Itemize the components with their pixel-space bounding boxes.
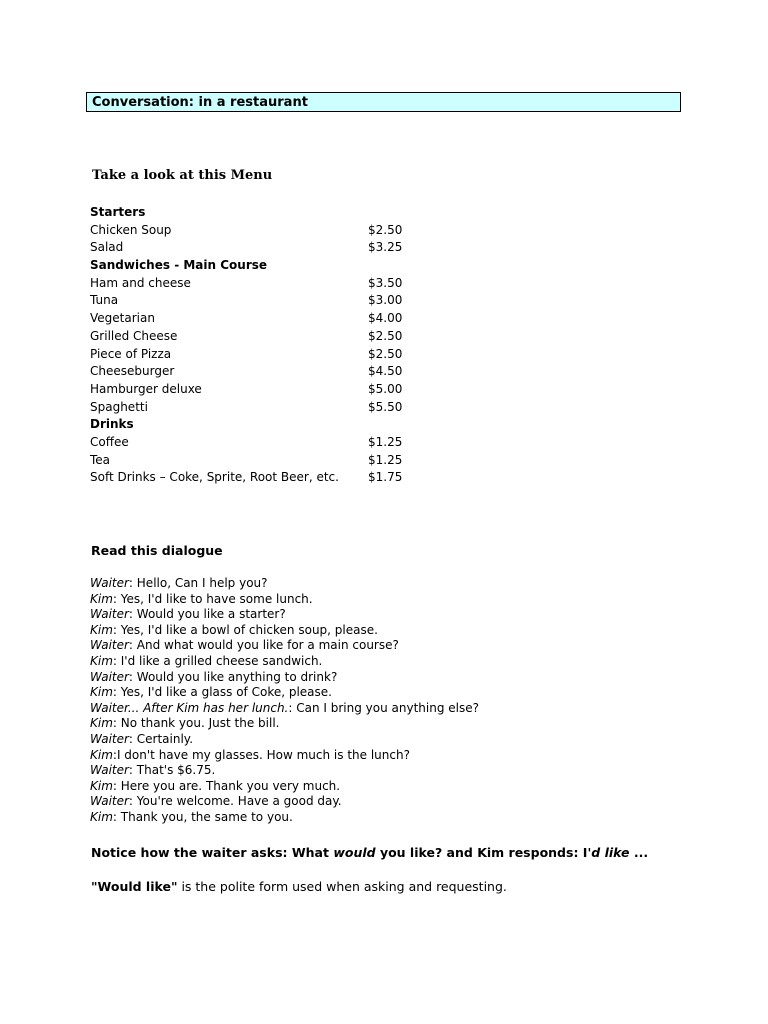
dialogue-line [90, 654, 479, 670]
menu-item [90, 381, 450, 399]
menu-item-name: Salad [90, 240, 124, 255]
dialogue-speaker: Kim [90, 653, 113, 668]
dialogue-line [90, 576, 479, 592]
menu-item-price: $3.50 [368, 275, 403, 290]
dialogue-heading: Read this dialogue [91, 543, 223, 558]
dialogue-speaker: Kim [90, 809, 113, 824]
menu-table [90, 204, 450, 487]
menu-item-name: Grilled Cheese [90, 328, 178, 343]
menu-item [90, 469, 450, 487]
dialogue-line [90, 779, 479, 795]
dialogue-speaker: Waiter [90, 576, 129, 590]
dialogue-text: No thank you. Just the bill. [120, 716, 280, 731]
dialogue-line [90, 763, 479, 779]
dialogue-speaker: Kim [90, 716, 113, 731]
menu-item-price: $5.00 [368, 381, 403, 396]
menu-item-price: $2.50 [368, 222, 403, 237]
dialogue-separator: : [128, 576, 137, 590]
dialogue-separator: : [112, 622, 121, 637]
menu-item-name: Soft Drinks – Coke, Sprite, Root Beer, etc. [90, 470, 339, 485]
dialogue-separator: : [128, 763, 137, 778]
dialogue-text: And what would you like for a main course? [136, 638, 399, 653]
menu-item-price: $2.50 [368, 346, 403, 361]
menu-item [90, 292, 450, 310]
dialogue-separator: : [112, 653, 121, 668]
dialogue-text: Yes, I'd like a bowl of chicken soup, please. [120, 622, 378, 637]
dialogue-line [90, 748, 479, 764]
polite-text: is the polite form used when asking and requesting. [177, 879, 507, 894]
menu-item-price: $3.00 [368, 293, 403, 308]
dialogue-text: That's $6.75. [136, 763, 216, 778]
notice-text-1: Notice how the waiter asks: What [91, 845, 334, 860]
dialogue-text: I don't have my glasses. How much is the lunch? [116, 747, 410, 762]
dialogue-line [90, 592, 479, 608]
menu-item [90, 434, 450, 452]
menu-item-price: $5.50 [368, 399, 403, 414]
polite-paragraph [91, 879, 507, 895]
menu-item-name: Tuna [90, 293, 119, 308]
dialogue-line [90, 670, 479, 686]
title-box [86, 92, 681, 112]
dialogue-line [90, 701, 479, 717]
dialogue-separator: : [112, 716, 121, 731]
page-title: Conversation: in a restaurant [92, 95, 308, 110]
menu-heading: Take a look at this Menu [92, 168, 273, 183]
menu-item-price: $1.75 [368, 470, 403, 485]
menu-item-name: Tea [90, 452, 111, 467]
menu-item-price: $2.50 [368, 328, 403, 343]
dialogue-speaker: Waiter [90, 794, 129, 809]
dialogue-text: Here you are. Thank you very much. [120, 778, 341, 793]
menu-item [90, 222, 450, 240]
dialogue-text: Yes, I'd like a glass of Coke, please. [120, 685, 332, 700]
dialogue-separator: : [112, 685, 121, 700]
dialogue-speaker: Kim [90, 685, 113, 700]
menu-section-label: Starters [90, 205, 146, 219]
dialogue-text: Yes, I'd like to have some lunch. [120, 591, 313, 606]
dialogue-line [90, 638, 479, 654]
dialogue-text: You're welcome. Have a good day. [136, 794, 342, 809]
menu-section-heading [90, 416, 450, 434]
dialogue-line [90, 716, 479, 732]
dialogue-speaker: Waiter [90, 731, 129, 746]
dialogue-speaker: Waiter [90, 763, 129, 778]
dialogue-line [90, 810, 479, 826]
dialogue-separator: : [128, 731, 137, 746]
dialogue-separator: : [112, 778, 121, 793]
dialogue-text: Can I bring you anything else? [296, 700, 479, 715]
menu-item-name: Cheeseburger [90, 364, 175, 379]
dialogue-speaker: Waiter [90, 607, 129, 622]
dialogue-separator: : [128, 794, 137, 809]
dialogue-text: Certainly. [136, 731, 194, 746]
menu-section-heading [90, 204, 450, 222]
notice-emphasis-would: would [333, 845, 376, 860]
menu-item [90, 363, 450, 381]
menu-section-label: Sandwiches - Main Course [90, 258, 268, 273]
menu-item-price: $1.25 [368, 434, 403, 449]
dialogue-separator: : [128, 607, 137, 622]
dialogue-line [90, 685, 479, 701]
menu-item [90, 346, 450, 364]
menu-item-name: Hamburger deluxe [90, 381, 202, 396]
menu-item-price: $3.25 [368, 240, 403, 255]
menu-item [90, 275, 450, 293]
dialogue-speaker: Waiter [90, 638, 129, 653]
polite-phrase: "Would like" [91, 879, 178, 894]
dialogue-line [90, 623, 479, 639]
dialogue-text: Thank you, the same to you. [120, 809, 293, 824]
dialogue-separator: : [112, 809, 121, 824]
dialogue-separator: : [112, 591, 121, 606]
dialogue-text: Hello, Can I help you? [136, 576, 268, 590]
notice-emphasis-d-like: d like [591, 845, 630, 860]
menu-section-label: Drinks [90, 417, 134, 432]
notice-text-3: ... [629, 845, 649, 860]
menu-item-price: $1.25 [368, 452, 403, 467]
dialogue-text: Would you like a starter? [136, 607, 286, 622]
dialogue-text: Would you like anything to drink? [136, 669, 338, 684]
dialogue-speaker: Kim [90, 747, 113, 762]
menu-item-name: Ham and cheese [90, 275, 191, 290]
dialogue-speaker: Waiter... After Kim has her lunch. [90, 700, 289, 715]
dialogue-separator: : [128, 638, 137, 653]
dialogue-speaker: Kim [90, 622, 113, 637]
menu-item-name: Vegetarian [90, 311, 155, 326]
dialogue [90, 576, 479, 826]
dialogue-speaker: Kim [90, 778, 113, 793]
dialogue-speaker: Waiter [90, 669, 129, 684]
dialogue-line [90, 607, 479, 623]
dialogue-speaker: Kim [90, 591, 113, 606]
notice-text-2: you like? and Kim responds: I' [375, 845, 592, 860]
dialogue-separator: : [288, 700, 297, 715]
menu-item-name: Spaghetti [90, 399, 148, 414]
menu-section-heading [90, 257, 450, 275]
menu-item-name: Coffee [90, 434, 129, 449]
dialogue-line [90, 732, 479, 748]
dialogue-separator: : [128, 669, 137, 684]
menu-item [90, 399, 450, 417]
menu-item-name: Chicken Soup [90, 222, 172, 237]
dialogue-separator: : [112, 747, 117, 762]
menu-item-name: Piece of Pizza [90, 346, 172, 361]
menu-item [90, 310, 450, 328]
menu-item-price: $4.50 [368, 364, 403, 379]
menu-item [90, 452, 450, 470]
menu-item-price: $4.00 [368, 311, 403, 326]
menu-item [90, 328, 450, 346]
dialogue-text: I'd like a grilled cheese sandwich. [120, 653, 323, 668]
dialogue-line [90, 794, 479, 810]
menu-item [90, 239, 450, 257]
notice-paragraph [91, 845, 648, 861]
